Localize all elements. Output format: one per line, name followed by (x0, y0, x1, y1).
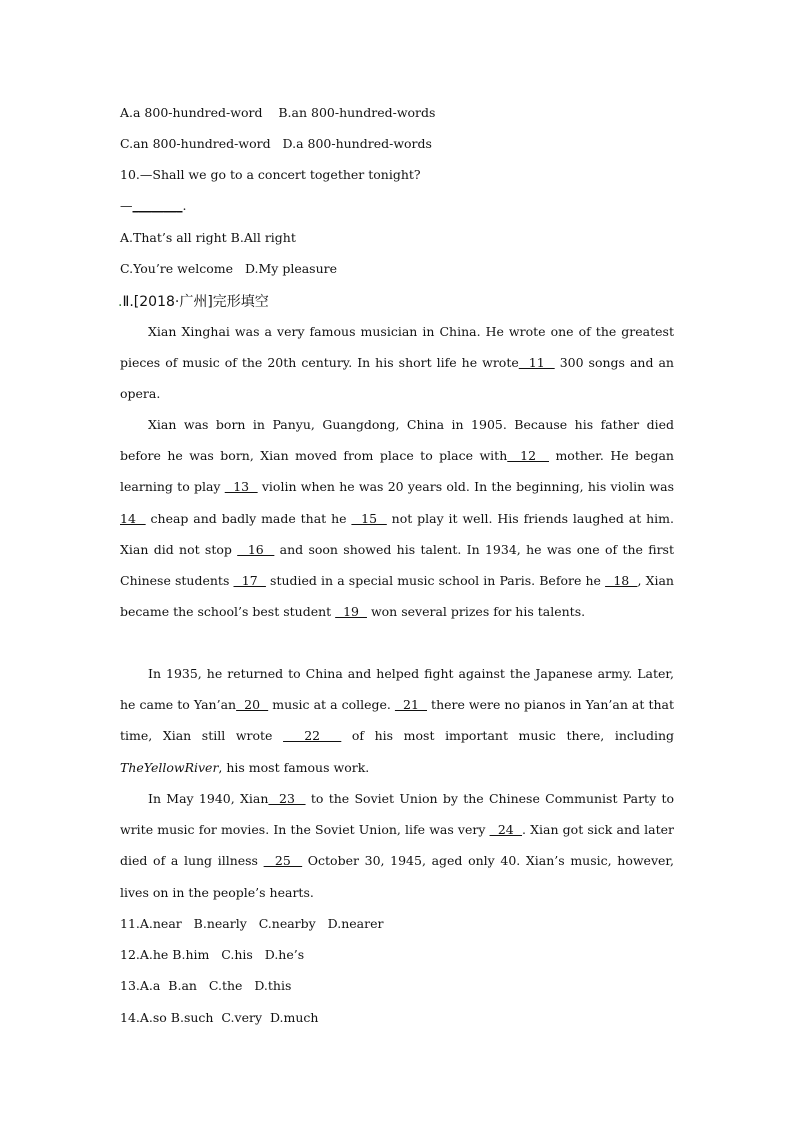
passage-paragraph-3 (120, 658, 674, 783)
blank-21: 21 (394, 697, 427, 713)
text: . Xian got sick and later died of a lung illness (120, 822, 674, 869)
blank-11: 11 (518, 355, 555, 371)
text: music at a college. (268, 697, 395, 713)
text: mother. He began learning to play (120, 448, 674, 495)
text: there were no pianos in Yan’an at that time, Xian still wrote (120, 697, 674, 744)
blank-16: 16 (237, 541, 275, 557)
blank-20: 20 (236, 697, 269, 713)
q10-options-row-1: A.That’s all right B.All right (120, 230, 296, 245)
q9-options-row-1: A.a 800-hundred-word B.an 800-hundred-words (120, 105, 436, 120)
q10-question: 10.—Shall we go to a concert together tonight? (120, 167, 421, 182)
period: . (182, 198, 187, 213)
text: 300 songs and an opera. (120, 355, 674, 402)
passage-paragraph-2 (120, 409, 674, 627)
section-heading (118, 291, 269, 311)
blank-19: 19 (335, 604, 367, 620)
section-title: Ⅱ.[2018·广州]完形填空 (122, 294, 269, 310)
blank-17: 17 (233, 573, 266, 589)
text: won several prizes for his talents. (366, 604, 586, 620)
passage-paragraph-4 (120, 783, 674, 908)
blank-14: 14 (120, 510, 146, 526)
blank-25: 25 (263, 853, 303, 869)
text: studied in a special music school in Paris. Before he (265, 573, 606, 589)
passage-paragraph-1 (120, 316, 674, 410)
blank-18: 18 (605, 573, 638, 589)
blank-23: 23 (268, 791, 306, 806)
blank-22: 22 (283, 728, 342, 744)
text: cheap and badly made that he (145, 510, 352, 526)
text: not play it well. His friends laughed at him. Xian did not stop (120, 510, 674, 557)
text: violin when he was 20 years old. In the beginning, his violin was (257, 479, 674, 495)
q10-options-row-2: C.You’re welcome D.My pleasure (120, 261, 338, 276)
text: In May 1940, Xian (148, 791, 269, 806)
blank-24: 24 (489, 822, 523, 838)
text: of his most important music there, including (341, 728, 675, 744)
options-11: 11.A.near B.nearly C.nearby D.nearer (120, 916, 384, 931)
text: October 30, 1945, aged only 40. Xian’s music, however, lives on in the people’s hearts. (120, 853, 674, 900)
options-13: 13.A.a B.an C.the D.this (120, 978, 292, 993)
q10-answer-line (120, 198, 186, 214)
options-12: 12.A.he B.him C.his D.he’s (120, 947, 305, 962)
text: In 1935, he returned to China and helped fight against the Japanese army. Later, he came to Yan’an (120, 666, 674, 713)
work-title: TheYellowRiver (120, 759, 219, 775)
text: , his most famous work. (218, 759, 370, 775)
options-14: 14.A.so B.such C.very D.much (120, 1010, 319, 1025)
q9-options-row-2: C.an 800-hundred-word D.a 800-hundred-words (120, 136, 432, 151)
text: Xian was born in Panyu, Guangdong, China in 1905. Because his father died before he was born, Xian moved from place to place with (120, 417, 674, 464)
text: Xian Xinghai was a very famous musician in China. He wrote one of the greatest pieces of music of the 20th century. In his short life he wrote (120, 324, 674, 371)
answer-blank: ________ (132, 198, 183, 213)
blank-13: 13 (224, 479, 258, 495)
dash: — (120, 198, 133, 213)
blank-15: 15 (351, 510, 387, 526)
text: and soon showed his talent. In 1934, he was one of the first Chinese students (120, 541, 674, 589)
text: to the Soviet Union by the Chinese Communist Party to write music for movies. In the Soviet Union, life was very (120, 791, 674, 838)
text: , Xian became the school’s best student (120, 573, 674, 620)
blank-12: 12 (507, 448, 549, 464)
section-mark: . (118, 294, 123, 310)
